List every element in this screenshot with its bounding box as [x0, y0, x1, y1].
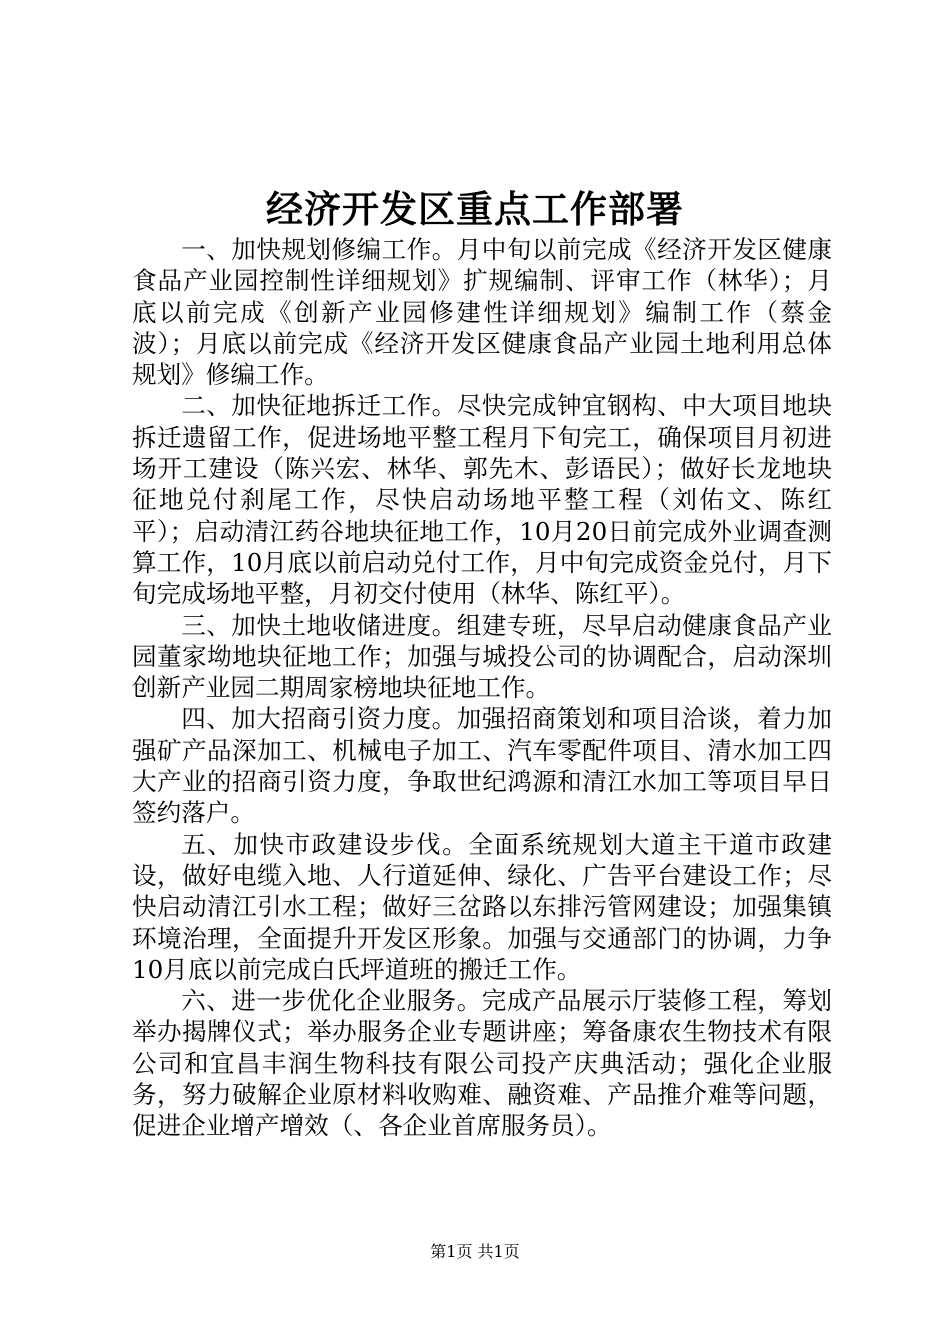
- document-body: [132, 234, 832, 1142]
- paragraph-land-acquisition: 二、加快征地拆迁工作。尽快完成钟宜钢构、中大项目地块拆迁遗留工作，促进场地平整工程月下旬完工，确保项目月初进场开工建设（陈兴宏、林华、郭先木、彭语民）；做好长龙地块征地兑付刹尾工作，尽快启动场地平整工程（刘佑文、陈红平）；启动清江药谷地块征地工作，10月20日前完成外业调查测算工作，10月底以前启动兑付工作，月中旬完成资金兑付，月下旬完成场地平整，月初交付使用（林华、陈红平）。: [132, 391, 832, 609]
- paragraph-investment: 四、加大招商引资力度。加强招商策划和项目洽谈，着力加强矿产品深加工、机械电子加工、汽车零配件项目、清水加工四大产业的招商引资力度，争取世纪鸿源和清江水加工等项目早日签约落户。: [132, 704, 832, 828]
- paragraph-planning: 一、加快规划修编工作。月中旬以前完成《经济开发区健康食品产业园控制性详细规划》扩规编制、评审工作（林华）；月底以前完成《创新产业园修建性详细规划》编制工作（蔡金波）；月底以前完成《经济开发区健康食品产业园土地利用总体规划》修编工作。: [132, 235, 832, 390]
- paragraph-municipal-construction: 五、加快市政建设步伐。全面系统规划大道主干道市政建设，做好电缆入地、人行道延伸、绿化、广告平台建设工作；尽快启动清江引水工程；做好三岔路以东排污管网建设；加强集镇环境治理，全面提升开发区形象。加强与交通部门的协调，力争10月底以前完成白氏坪道班的搬迁工作。: [132, 829, 832, 984]
- document-title: 经济开发区重点工作部署: [266, 187, 684, 231]
- page-number-footer: 第1页 共1页: [430, 1242, 520, 1261]
- paragraph-enterprise-service: 六、进一步优化企业服务。完成产品展示厅装修工程，筹划举办揭牌仪式；举办服务企业专题讲座；筹备康农生物技术有限公司和宜昌丰润生物科技有限公司投产庆典活动；强化企业服务，努力破解企业原材料收购难、融资难、产品推介难等问题，促进企业增产增效（、各企业首席服务员）。: [132, 986, 832, 1141]
- paragraph-land-reserve: 三、加快土地收储进度。组建专班，尽早启动健康食品产业园董家坳地块征地工作；加强与城投公司的协调配合，启动深圳创新产业园二期周家榜地块征地工作。: [132, 610, 832, 703]
